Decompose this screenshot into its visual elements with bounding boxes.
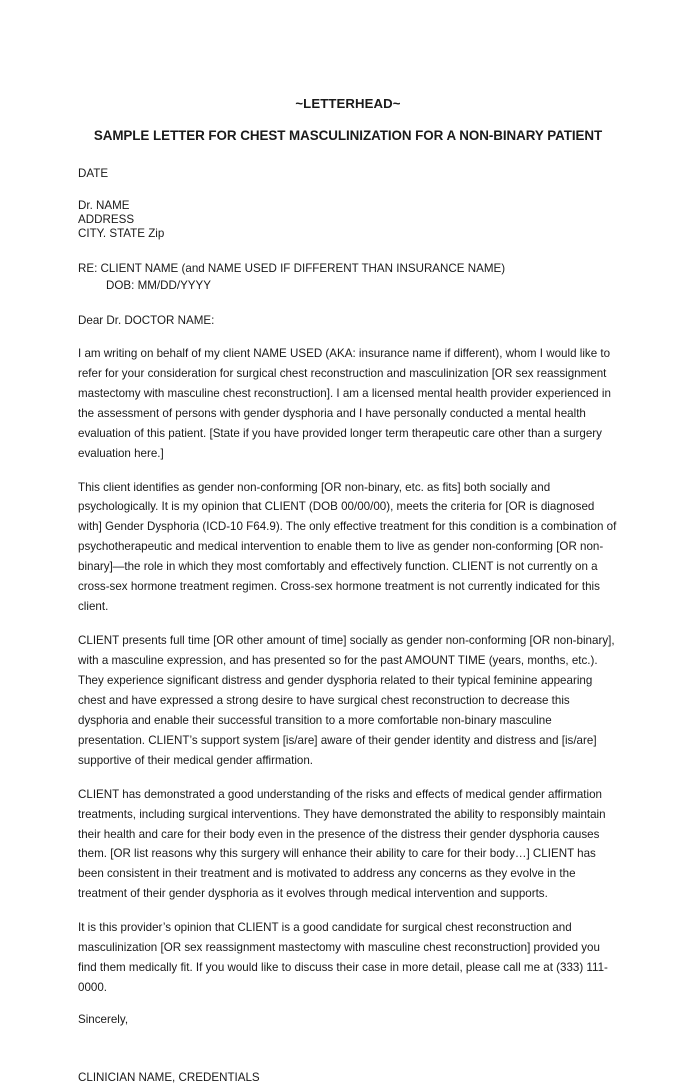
signature-space	[78, 1028, 618, 1070]
recipient-address: ADDRESS	[78, 212, 135, 226]
recipient-name: Dr. NAME	[78, 198, 130, 212]
signature-block: CLINICIAN NAME, CREDENTIALS	[78, 1071, 260, 1085]
re-line: RE: CLIENT NAME (and NAME USED IF DIFFERENT THAN INSURANCE NAME)	[78, 262, 506, 276]
body-paragraph: It is this provider’s opinion that CLIENT is a good candidate for surgical chest reconstruction and masculinization [OR sex reassignment mastectomy with masculine chest reconstruction] provided you find them medically fit. If you would like to discuss their case in more detail, please call me at (333) 111-0000.	[78, 921, 608, 995]
document-body	[78, 96, 618, 1086]
re-block	[78, 261, 618, 295]
date-line: DATE	[78, 166, 109, 180]
body-paragraph: CLIENT has demonstrated a good understanding of the risks and effects of medical gender affirmation treatments, including surgical interventions. They have demonstrated the ability to responsibly maintain their health and care for their body even in the presence of the distress their gender dysphoria causes them. [OR list reasons why this surgery will enhance their ability to care for their body…] CLIENT has been consistent in their treatment and is motivated to address any concerns as they evolve in the treatment of their gender dysphoria as it evolves through medical intervention and supports.	[78, 787, 606, 901]
body-paragraph: I am writing on behalf of my client NAME USED (AKA: insurance name if different), whom I would like to refer for your consideration for surgical chest reconstruction and masculinization [OR sex reassignment mastectomy with masculine chest reconstruction]. I am a licensed mental health provider experienced in the assessment of persons with gender dysphoria and I have personally conducted a mental health evaluation of this patient. [State if you have provided longer term therapeutic care other than a surgery evaluation here.]	[78, 346, 611, 460]
letterhead-heading: ~LETTERHEAD~	[295, 96, 401, 111]
document-title: SAMPLE LETTER FOR CHEST MASCULINIZATION FOR A NON-BINARY PATIENT	[93, 127, 603, 143]
dob-line: DOB: MM/DD/YYYY	[106, 278, 212, 292]
salutation: Dear Dr. DOCTOR NAME:	[78, 313, 215, 327]
recipient-address-block	[78, 199, 618, 241]
closing-salutation: Sincerely,	[78, 1013, 129, 1027]
body-paragraph: CLIENT presents full time [OR other amount of time] socially as gender non-conforming [OR non-binary], with a masculine expression, and has presented so for the past AMOUNT TIME (years, months, etc.). They experience significant distress and gender dysphoria related to their typical feminine appearing chest and have expressed a strong desire to have surgical chest reconstruction to decrease this dysphoria and enable their successful transition to a more comfortable non-binary masculine presentation. CLIENT’s support system [is/are] aware of their gender identity and distress and [is/are] supportive of their medical gender affirmation.	[78, 634, 615, 767]
body-paragraph: This client identifies as gender non-conforming [OR non-binary, etc. as fits] both socially and psychologically. It is my opinion that CLIENT (DOB 00/00/00), meets the criteria for [OR is diagnosed with] Gender Dysphoria (ICD-10 F64.9). The only effective treatment for this condition is a combination of psychotherapeutic and medical intervention to enable them to live as gender non-conforming [OR non-binary]—the role in which they most comfortably and effectively function. CLIENT is not currently on a cross-sex hormone treatment regimen. Cross-sex hormone treatment is not currently indicated for this client.	[78, 480, 617, 614]
recipient-city-state-zip: CITY. STATE Zip	[78, 227, 165, 241]
